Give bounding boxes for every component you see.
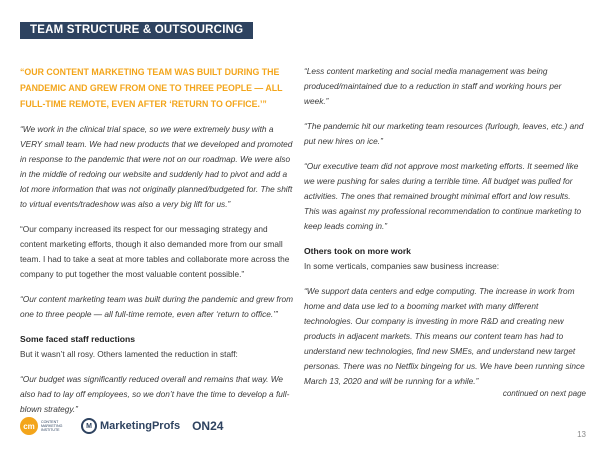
quote-executive-team: “Our executive team did not approve most marketing efforts. It seemed like we were pushing for sales during a terrible time. All budget was pulled for activities. The ones that remained brought minimal effort and low results. This was against my professional recommendation to continue marketing to keep leads coming in.”	[304, 161, 582, 231]
marketingprofs-icon: M	[81, 418, 97, 434]
staff-reductions-intro: But it wasn’t all rosy. Others lamented the reduction in staff:	[20, 349, 238, 359]
right-column	[304, 64, 586, 399]
quote-less-content: “Less content marketing and social media management was being produced/maintained due to a reduction in staff and working hours per week.”	[304, 66, 562, 106]
quote-data-centers: “We support data centers and edge computing. The increase in work from home and data use led to a booming market with many different technologies. Our company is investing in more R&D and creating new products in adjacent markets. This means our content team has had to understand new technologies, find new SMEs, and understand new target personas. There was no Netflix bingeing for us. We have been running since March 13, 2020 and will be running for a while.”	[304, 286, 585, 386]
subhead-more-work: Others took on more work	[304, 246, 411, 256]
section-header: TEAM STRUCTURE & OUTSOURCING	[20, 22, 253, 39]
footer-logos	[20, 414, 223, 438]
quote-team-built: “Our content marketing team was built during the pandemic and grew from one to three people — all full-time remote, even after ‘return to office.’”	[20, 294, 294, 319]
subhead-staff-reductions: Some faced staff reductions	[20, 334, 136, 344]
marketingprofs-logo-text: MarketingProfs	[100, 420, 181, 432]
marketingprofs-logo	[81, 418, 180, 434]
on24-logo: ON24	[192, 419, 224, 433]
cmi-logo	[20, 417, 71, 435]
left-column	[20, 64, 296, 427]
more-work-intro: In some verticals, companies saw business increase:	[304, 261, 500, 271]
continued-note: continued on next page	[502, 389, 586, 398]
page-number: 13	[577, 430, 586, 439]
cmi-icon: cm	[20, 417, 38, 435]
cmi-logo-text: CONTENT MARKETING INSTITUTE	[41, 419, 63, 433]
quote-pandemic-resources: “The pandemic hit our marketing team resources (furlough, leaves, etc.) and put new hires on ice.”	[304, 121, 584, 146]
paragraph-messaging: “Our company increased its respect for our messaging strategy and content marketing efforts, though it also demanded more from our small team. I had to take a seat at more tables and collaborate more across the company to put together the most valuable content possible.”	[20, 224, 290, 279]
pull-quote: “OUR CONTENT MARKETING TEAM WAS BUILT DURING THE PANDEMIC AND GREW FROM ONE TO THREE PEOPLE — ALL FULL-TIME REMOTE, EVEN AFTER ‘RETURN TO OFFICE.’”	[20, 67, 283, 109]
quote-clinical-trial: “We work in the clinical trial space, so we were extremely busy with a VERY small team. We had new products that we developed and promoted in response to the pandemic that were not on our roadmap. We were also in the middle of redoing our website and suddenly had to pivot and add a lot more information that was not originally planned/budgeted for. The shift to virtual events/tradeshow was also a very big lift for us.”	[20, 124, 293, 209]
quote-budget-reduced: “Our budget was significantly reduced overall and remains that way. We also had to lay off employees, so we don’t have the time to develop a full-blown strategy.”	[20, 374, 290, 414]
